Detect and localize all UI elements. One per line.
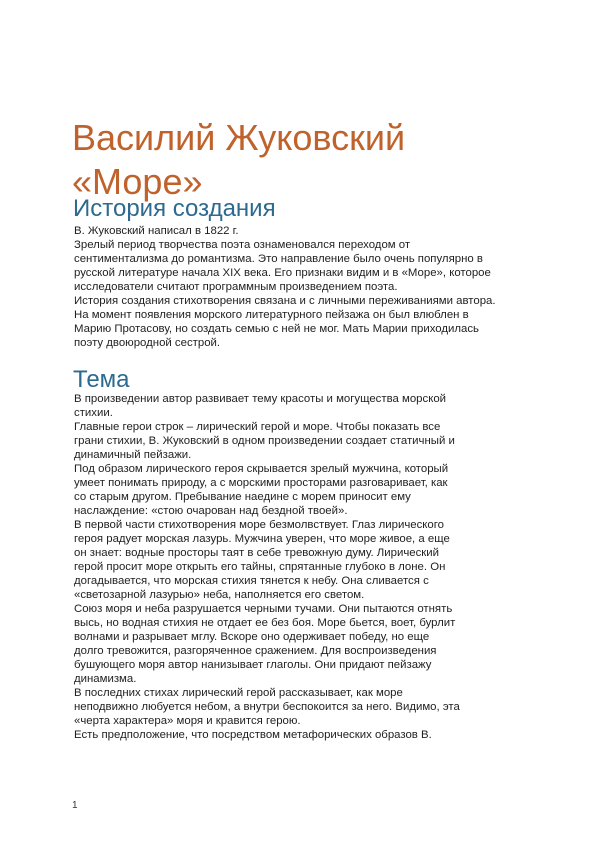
section-heading-history: История создания [73, 195, 276, 222]
text-line: бушующего моря автор нанизывает глаголы. Они придают пейзажу [74, 659, 432, 671]
text-line: долго тревожится, разгоряченное сражением. Для воспроизведения [74, 645, 437, 657]
text-line: Союз моря и неба разрушается черными тучами. Они пытаются отнять [74, 603, 453, 615]
text-line: В произведении автор развивает тему красоты и могущества морской [74, 393, 447, 405]
text-line: Под образом лирического героя скрывается зрелый мужчина, который [74, 463, 449, 475]
document-title [72, 116, 542, 204]
text-line: сентиментализма до романтизма. Это направление было очень популярно в [74, 253, 483, 265]
text-line: В первой части стихотворения море безмолвствует. Глаз лирического [74, 519, 444, 531]
text-line: На момент появления морского литературного пейзажа он был влюблен в [74, 309, 469, 321]
section-body-theme [74, 392, 534, 742]
text-line: «светозарной лазурью» неба, наполняется его светом. [74, 589, 365, 601]
text-line: поэту двоюродной сестрой. [74, 337, 221, 349]
text-line: русской литературе начала XIX века. Его признаки видим и в «Море», которое [74, 267, 491, 279]
text-line: Главные герои строк – лирический герой и море. Чтобы показать все [74, 421, 441, 433]
text-line: Марию Протасову, но создать семью с ней не мог. Мать Марии приходилась [74, 323, 479, 335]
text-line: исследователи считают программным произведением поэта. [74, 281, 398, 293]
text-line: он знает: водные просторы таят в себе тревожную думу. Лирический [74, 547, 439, 559]
text-line: Зрелый период творчества поэта ознаменовался переходом от [74, 239, 411, 251]
title-line-1: Василий Жуковский [72, 117, 406, 158]
page-number: 1 [72, 800, 78, 811]
text-line: «черта характера» моря и кравится герою. [74, 715, 301, 727]
text-line: волнами и разрывает мглу. Вскоре оно одерживает победу, но еще [74, 631, 430, 643]
section-body-history [74, 224, 534, 350]
text-line: динамизма. [74, 673, 137, 685]
text-line: В последних стихах лирический герой рассказывает, как море [74, 687, 403, 699]
text-line: со старым другом. Пребывание наедине с морем приносит ему [74, 491, 411, 503]
text-line: стихии. [74, 407, 113, 419]
text-line: героя радует морская лазурь. Мужчина уверен, что море живое, а еще [74, 533, 450, 545]
text-line: высь, но водная стихия не отдает ее без боя. Море бьется, воет, бурлит [74, 617, 456, 629]
text-line: догадывается, что морская стихия тянется к небу. Она сливается с [74, 575, 429, 587]
text-line: динамичный пейзажи. [74, 449, 192, 461]
text-line: наслаждение: «стою очарован над бездной твоей». [74, 505, 348, 517]
text-line: Есть предположение, что посредством метафорических образов В. [74, 729, 432, 741]
text-line: умеет понимать природу, а с морскими просторами разговаривает, как [74, 477, 448, 489]
title-line-2: «Море» [72, 161, 203, 202]
section-heading-theme: Тема [73, 366, 130, 393]
text-line: В. Жуковский написал в 1822 г. [74, 225, 239, 237]
text-line: грани стихии, В. Жуковский в одном произведении создает статичный и [74, 435, 455, 447]
text-line: неподвижно любуется небом, а внутри беспокоится за него. Видимо, эта [74, 701, 460, 713]
text-line: История создания стихотворения связана и с личными переживаниями автора. [74, 295, 496, 307]
text-line: герой просит море открыть его тайны, спрятанные глубоко в лоне. Он [74, 561, 446, 573]
